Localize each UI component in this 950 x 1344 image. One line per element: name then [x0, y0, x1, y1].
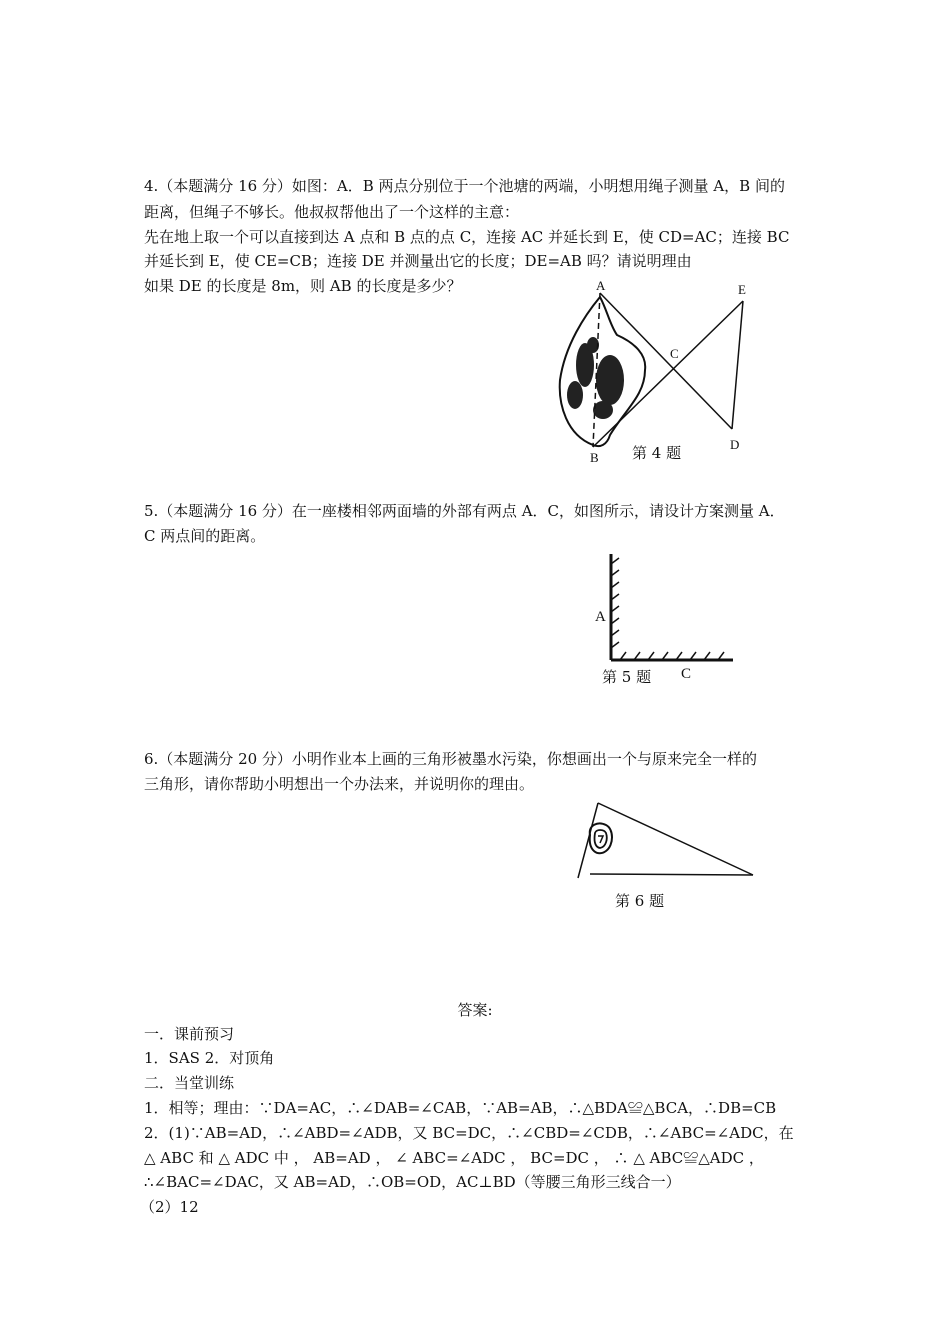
q5-caption: 第 5 题: [602, 668, 652, 686]
q4-label-b: B: [590, 450, 599, 465]
q6-caption: 第 6 题: [615, 892, 665, 910]
answer-line-1: 一．课前预习: [144, 1025, 235, 1043]
q4-line-4: 并延长到 E，使 CE=CB；连接 DE 并测量出它的长度；DE=AB 吗？请说明理由: [144, 252, 692, 270]
q4-caption: 第 4 题: [632, 444, 682, 462]
q6-figure: [570, 795, 760, 880]
ink-stain: [590, 823, 612, 853]
q4-label-a: A: [596, 278, 606, 293]
q4-label-e: E: [738, 282, 746, 297]
answers-title: 答案:: [457, 1001, 493, 1019]
answer-line-4: 1．相等；理由：∵DA=AC，∴∠DAB=∠CAB，∵AB=AB，∴△BDA≌△BCA，∴DB=CB: [144, 1099, 777, 1117]
q4-line-1: 4.（本题满分 16 分）如图：A．B 两点分别位于一个池塘的两端，小明想用绳子测量 A，B 间的: [144, 177, 785, 195]
q6-line-1: 6.（本题满分 20 分）小明作业本上画的三角形被墨水污染，你想画出一个与原来完全一样的: [144, 750, 757, 768]
q4-label-c: C: [670, 346, 679, 361]
answer-line-2: 1．SAS 2．对顶角: [144, 1049, 275, 1067]
answer-line-3: 二．当堂训练: [144, 1074, 235, 1092]
answer-line-7: ∴∠BAC=∠DAC，又 AB=AD，∴OB=OD，AC⊥BD（等腰三角形三线合一）: [144, 1173, 681, 1191]
q4-label-d: D: [730, 437, 740, 452]
q5-line-1: 5.（本题满分 16 分）在一座楼相邻两面墙的外部有两点 A．C，如图所示，请设计方案测量 A．: [144, 502, 785, 520]
wall-hatching: [611, 558, 724, 660]
q4-figure: [555, 285, 755, 465]
triangle-bottom-side: [590, 874, 753, 875]
q4-line-5: 如果 DE 的长度是 8m，则 AB 的长度是多少？: [144, 277, 462, 295]
q5-label-a: A: [595, 609, 606, 625]
q6-line-2: 三角形，请你帮助小明想出一个办法来，并说明你的理由。: [144, 775, 535, 793]
answer-line-6: △ ABC 和 △ ADC 中 ， AB=AD ， ∠ ABC=∠ADC ， BC=DC ， ∴ △ ABC≌△ADC ，: [144, 1149, 764, 1167]
triangle-top-side: [598, 803, 753, 875]
answer-line-5: 2．(1)∵AB=AD，∴∠ABD=∠ADB，又 BC=DC，∴∠CBD=∠CDB，∴∠ABC=∠ADC，在: [144, 1124, 794, 1142]
q4-line-2: 距离，但绳子不够长。他叔叔帮他出了一个这样的主意：: [144, 203, 520, 221]
q4-line-3: 先在地上取一个可以直接到达 A 点和 B 点的点 C，连接 AC 并延长到 E，使 CD=AC；连接 BC: [144, 228, 790, 246]
segment-ad: [600, 293, 732, 429]
segment-de: [732, 301, 743, 429]
q5-label-c: C: [681, 666, 692, 682]
q5-figure: [600, 550, 740, 665]
answer-line-8: （2）12: [140, 1198, 199, 1216]
q5-line-2: C 两点间的距离。: [144, 527, 266, 545]
